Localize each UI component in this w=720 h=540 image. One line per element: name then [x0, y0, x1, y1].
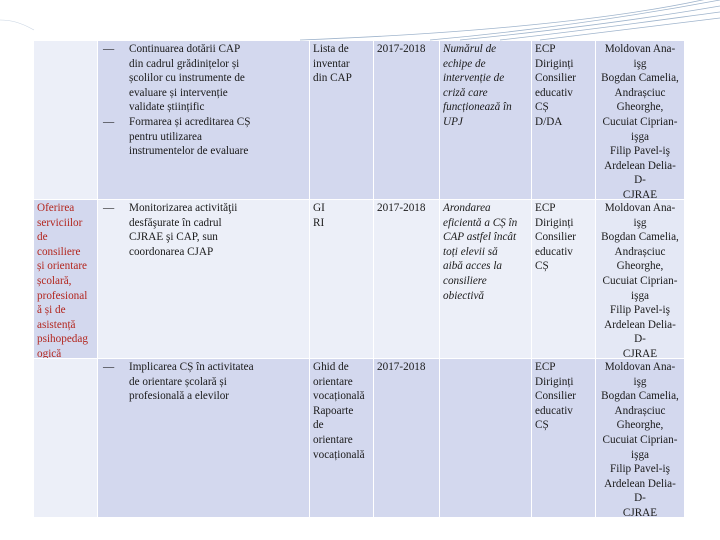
- indicators-line: intervenție de: [443, 72, 505, 85]
- indicators-line: echipe de: [443, 57, 486, 70]
- period-cell: [374, 359, 440, 517]
- coordinators-line: CJRAE: [622, 506, 658, 517]
- activity-line: Monitorizarea activităţii: [129, 202, 238, 214]
- area-line: asistență: [37, 318, 76, 331]
- indicators-line: Arondarea: [443, 202, 491, 214]
- activities-cell: [98, 200, 310, 358]
- activity-item: [101, 42, 306, 115]
- period-text: 2017-2018: [377, 43, 426, 55]
- resources-line: vocațională: [313, 448, 365, 461]
- activity-line: pentru utilizarea: [129, 130, 202, 143]
- activity-text: [129, 360, 306, 404]
- responsible-line: CȘ: [535, 101, 549, 114]
- dash-bullet: —: [103, 43, 115, 55]
- area-cell: [34, 41, 98, 199]
- coordinators-line: Bogdan Camelia,: [601, 390, 679, 403]
- resources-line: Lista de: [313, 43, 349, 55]
- coordinators-line: Cucuiat Ciprian-işga: [602, 115, 678, 143]
- coordinators-line: CJRAE: [622, 347, 658, 358]
- resources-line: din CAP: [313, 72, 352, 85]
- indicators-line: funcționează în: [443, 101, 512, 114]
- coordinators-line: Ardelean Delia-D-: [604, 159, 676, 187]
- resources-line: RI: [313, 216, 325, 229]
- activity-item: [101, 360, 306, 404]
- responsible-line: educativ: [535, 404, 573, 417]
- activity-line: Formarea și acreditarea CȘ: [129, 115, 251, 128]
- activity-item: [101, 115, 306, 159]
- coordinators-cell: [596, 200, 684, 358]
- coordinators-line: CJRAE: [622, 188, 658, 199]
- responsible-line: ECP: [535, 361, 556, 373]
- area-line: consiliere: [37, 245, 81, 258]
- period-text: 2017-2018: [377, 202, 426, 214]
- indicators-cell: [440, 41, 532, 199]
- period-cell: [374, 41, 440, 199]
- activity-text: [129, 201, 306, 259]
- area-line: profesional: [37, 289, 88, 302]
- resources-line: vocațională: [313, 390, 365, 403]
- activity-line: desfăşurate în cadrul: [129, 216, 222, 229]
- area-line: psihopedag: [37, 333, 88, 346]
- coordinators-cell: [596, 359, 684, 517]
- resources-line: Rapoarte: [313, 404, 354, 417]
- activity-line: instrumentelor de evaluare: [129, 145, 249, 158]
- responsible-line: CȘ: [535, 260, 549, 273]
- responsible-cell: [532, 200, 596, 358]
- responsible-line: Diriginți: [535, 57, 574, 70]
- responsible-line: educativ: [535, 245, 573, 258]
- resources-cell: [310, 359, 374, 517]
- indicators-line: eficientă a CȘ în: [443, 216, 518, 229]
- activity-line: școlilor cu instrumente de: [129, 72, 245, 85]
- indicators-line: CAP astfel încât: [443, 231, 517, 244]
- resources-line: inventar: [313, 57, 350, 70]
- responsible-line: CȘ: [535, 419, 549, 432]
- coordinators-line: Andrașciuc Gheorghe,: [614, 86, 666, 114]
- responsible-line: Diriginți: [535, 216, 574, 229]
- indicators-cell: [440, 200, 532, 358]
- activity-line: Continuarea dotării CAP: [129, 43, 241, 55]
- responsible-line: Consilier: [535, 390, 577, 403]
- responsible-cell: [532, 359, 596, 517]
- responsible-line: educativ: [535, 86, 573, 99]
- coordinators-line: Filip Pavel-iş: [610, 304, 670, 317]
- coordinators-line: Ardelean Delia-D-: [604, 318, 676, 346]
- coordinators-line: Moldovan Ana-işg: [604, 202, 676, 229]
- activity-line: validate științific: [129, 101, 205, 114]
- activity-line: coordonarea CJAP: [129, 245, 214, 258]
- resources-line: GI: [313, 202, 325, 214]
- coordinators-cell: [596, 41, 684, 199]
- coordinators-line: Bogdan Camelia,: [601, 231, 679, 244]
- activity-text: [129, 115, 306, 159]
- coordinators-line: Ardelean Delia-D-: [604, 477, 676, 505]
- area-line: ă și de: [37, 304, 66, 317]
- coordinators-line: Filip Pavel-iş: [610, 145, 670, 158]
- resources-line: orientare: [313, 433, 353, 446]
- table-row: [34, 200, 684, 359]
- area-line: școlară,: [37, 274, 72, 287]
- indicators-line: Numărul de: [443, 43, 497, 55]
- activity-table: [34, 41, 684, 517]
- area-line: Oferirea: [37, 202, 75, 214]
- coordinators-line: Cucuiat Ciprian-işga: [602, 274, 678, 302]
- activity-line: profesională a elevilor: [129, 390, 230, 403]
- table-row: [34, 41, 684, 200]
- area-line: de: [37, 231, 48, 244]
- dash-bullet: —: [103, 361, 115, 373]
- dash-bullet: —: [103, 115, 115, 128]
- table-row: [34, 359, 684, 517]
- resources-cell: [310, 41, 374, 199]
- coordinators-line: Andrașciuc Gheorghe,: [614, 245, 666, 273]
- coordinators-line: Cucuiat Ciprian-işga: [602, 433, 678, 461]
- activity-line: Implicarea CȘ în activitatea: [129, 361, 254, 373]
- coordinators-line: Moldovan Ana-işg: [604, 43, 676, 70]
- resources-line: de: [313, 419, 324, 432]
- responsible-cell: [532, 41, 596, 199]
- indicators-line: criză care: [443, 86, 488, 99]
- dash-bullet: —: [103, 202, 115, 214]
- area-line: și orientare: [37, 260, 88, 273]
- responsible-line: ECP: [535, 202, 556, 214]
- responsible-line: Consilier: [535, 72, 577, 85]
- indicators-line: consiliere: [443, 274, 487, 287]
- responsible-line: D/DA: [535, 115, 563, 128]
- coordinators-line: Bogdan Camelia,: [601, 72, 679, 85]
- coordinators-line: Moldovan Ana-işg: [604, 361, 676, 388]
- period-text: 2017-2018: [377, 361, 426, 373]
- indicators-line: obiectivă: [443, 289, 485, 302]
- indicators-cell: [440, 359, 532, 517]
- area-line: ogică: [37, 347, 62, 358]
- responsible-line: Diriginți: [535, 375, 574, 388]
- activity-line: din cadrul grădinițelor și: [129, 57, 240, 70]
- coordinators-line: Andrașciuc Gheorghe,: [614, 404, 666, 432]
- activities-cell: [98, 41, 310, 199]
- resources-cell: [310, 200, 374, 358]
- activity-line: evaluare și intervenție: [129, 86, 228, 99]
- area-cell: [34, 359, 98, 517]
- area-cell: [34, 200, 98, 358]
- coordinators-line: Filip Pavel-iş: [610, 463, 670, 476]
- activity-line: de orientare școlară și: [129, 375, 227, 388]
- period-cell: [374, 200, 440, 358]
- resources-line: orientare: [313, 375, 353, 388]
- resources-line: Ghid de: [313, 361, 349, 373]
- activity-item: [101, 201, 306, 259]
- activity-line: CJRAE şi CAP, sun: [129, 231, 218, 244]
- activities-cell: [98, 359, 310, 517]
- activity-text: [129, 42, 306, 115]
- area-line: serviciilor: [37, 216, 83, 229]
- indicators-line: toți elevii să: [443, 245, 498, 258]
- responsible-line: ECP: [535, 43, 556, 55]
- indicators-line: aibă acces la: [443, 260, 503, 273]
- indicators-line: UPJ: [443, 115, 463, 128]
- responsible-line: Consilier: [535, 231, 577, 244]
